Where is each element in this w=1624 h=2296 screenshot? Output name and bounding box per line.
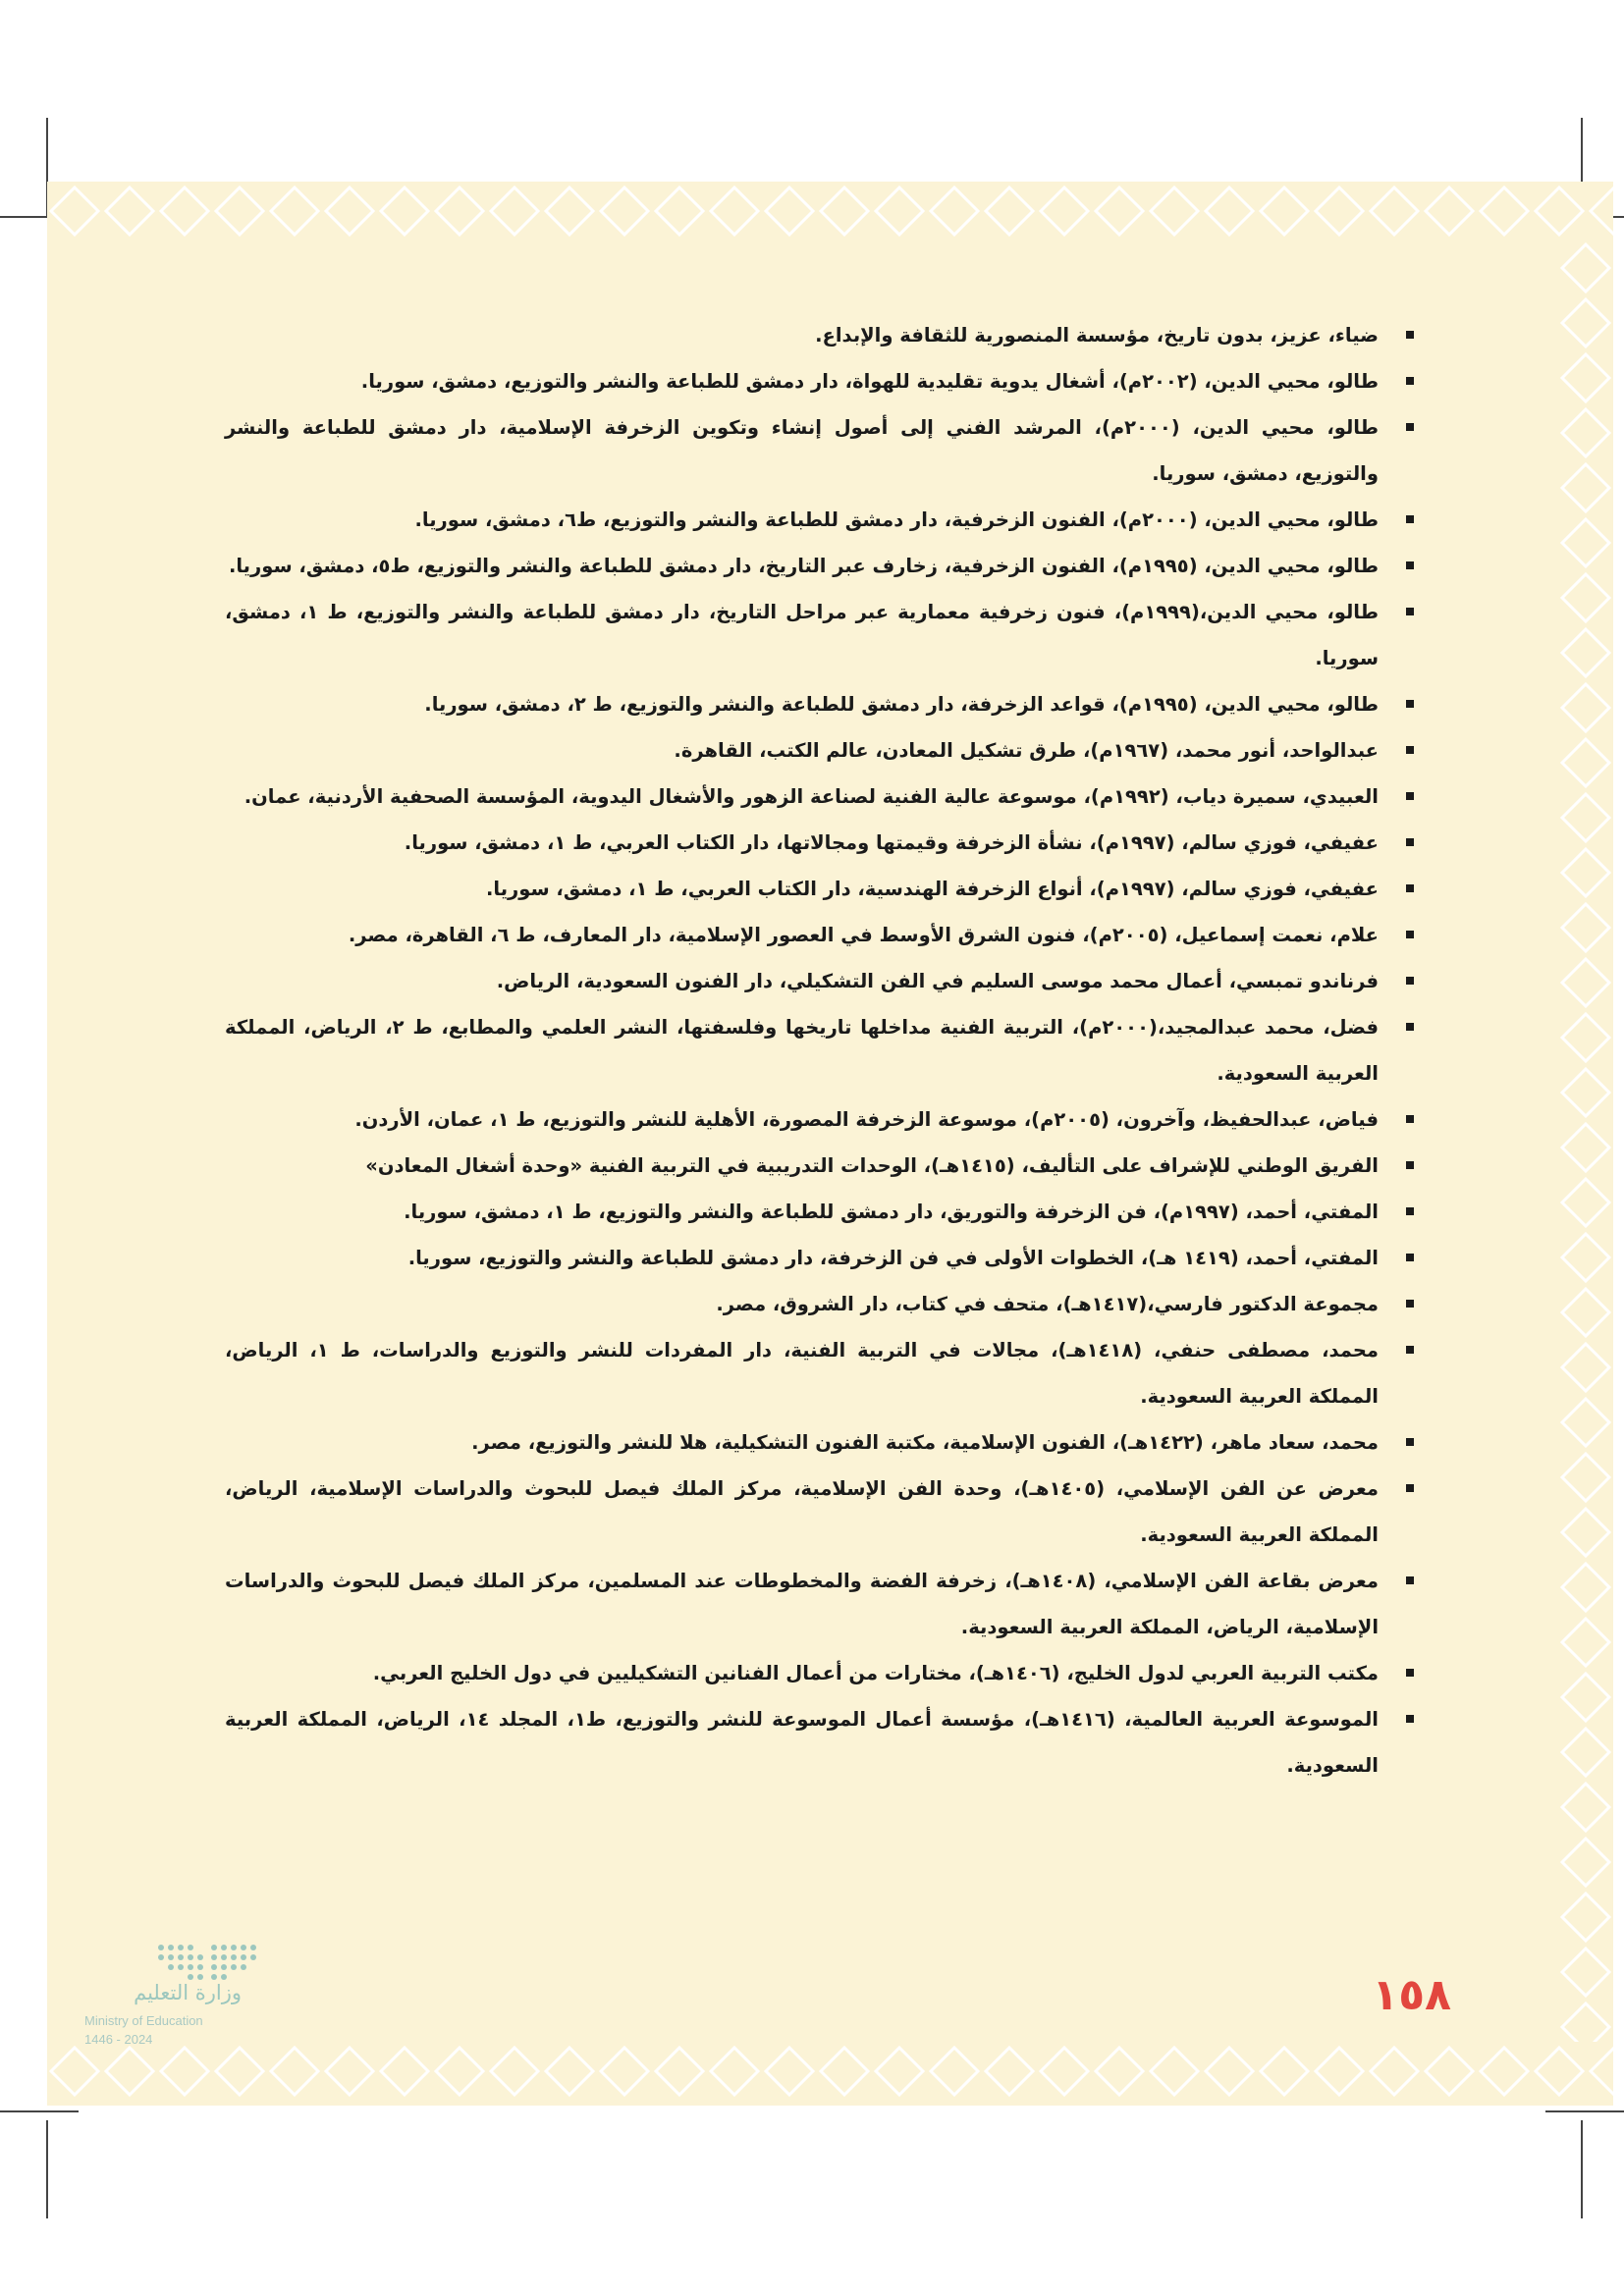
reference-item: فياض، عبدالحفيظ، وآخرون، (٢٠٠٥م)، موسوعة الزخرفة المصورة، الأهلية للنشر والتوزيع، ط ١، عمان، الأردن. <box>225 1096 1379 1143</box>
right-border-decoration <box>1559 240 1613 2042</box>
reference-item: طالو، محيي الدين،(١٩٩٩م)، فنون زخرفية معمارية عبر مراحل التاريخ، دار دمشق للطباعة والنشر والتوزيع، ط ١، دمشق، سوريا. <box>225 589 1379 681</box>
crop-mark <box>1581 2120 1583 2218</box>
top-border-decoration <box>47 182 1613 240</box>
ministry-logo <box>84 1942 271 2069</box>
crop-mark <box>46 2120 48 2218</box>
reference-item: عفيفي، فوزي سالم، (١٩٩٧م)، نشأة الزخرفة وقيمتها ومجالاتها، دار الكتاب العربي، ط ١، دمشق، سوريا. <box>225 820 1379 866</box>
reference-item: مكتب التربية العربي لدول الخليج، (١٤٠٦هـ)، مختارات من أعمال الفنانين التشكيليين في دول الخليج العربي. <box>225 1650 1379 1696</box>
reference-item: محمد، سعاد ماهر، (١٤٢٢هـ)، الفنون الإسلامية، مكتبة الفنون التشكيلية، هلا للنشر والتوزيع، مصر. <box>225 1419 1379 1466</box>
reference-item: عفيفي، فوزي سالم، (١٩٩٧م)، أنواع الزخرفة الهندسية، دار الكتاب العربي، ط ١، دمشق، سوريا. <box>225 866 1379 912</box>
reference-item: المفتي، أحمد، (١٩٩٧م)، فن الزخرفة والتوريق، دار دمشق للطباعة والنشر والتوزيع، ط ١، دمشق، سوريا. <box>225 1189 1379 1235</box>
reference-item: فضل، محمد عبدالمجيد،(٢٠٠٠م)، التربية الفنية مداخلها تاريخها وفلسفتها، النشر العلمي والمطابع، ط ٢، الرياض، المملكة العربية السعودية. <box>225 1004 1379 1096</box>
references-list <box>225 312 1379 1789</box>
reference-item: علام، نعمت إسماعيل، (٢٠٠٥م)، فنون الشرق الأوسط في العصور الإسلامية، دار المعارف، ط ٦، القاهرة، مصر. <box>225 912 1379 958</box>
bottom-border-decoration <box>47 2042 1613 2101</box>
reference-item: طالو، محيي الدين، (٢٠٠٠م)، المرشد الفني إلى أصول إنشاء وتكوين الزخرفة الإسلامية، دار دمشق للطباعة والنشر والتوزيع، دمشق، سوريا. <box>225 404 1379 497</box>
reference-item: طالو، محيي الدين، (٢٠٠٠م)، الفنون الزخرفية، دار دمشق للطباعة والنشر والتوزيع، ط٦، دمشق، سوريا. <box>225 497 1379 543</box>
reference-item: طالو، محيي الدين، (١٩٩٥م)، قواعد الزخرفة، دار دمشق للطباعة والنشر والتوزيع، ط ٢، دمشق، سوريا. <box>225 681 1379 727</box>
reference-item: الفريق الوطني للإشراف على التأليف، (١٤١٥هـ)، الوحدات التدريبية في التربية الفنية «وحدة أشغال المعادن» <box>225 1143 1379 1189</box>
ministry-logo-icon <box>153 1942 261 1981</box>
reference-item: معرض بقاعة الفن الإسلامي، (١٤٠٨هـ)، زخرفة الفضة والمخطوطات عند المسلمين، مركز الملك فيصل للبحوث والدراسات الإسلامية، الرياض، المملكة العربية السعودية. <box>225 1558 1379 1650</box>
page-number: ١٥٨ <box>1372 1970 1451 2020</box>
logo-year-text: 2024 - 1446 <box>84 2032 153 2047</box>
reference-item: محمد، مصطفى حنفي، (١٤١٨هـ)، مجالات في التربية الفنية، دار المفردات للنشر والتوزيع والدراسات، ط ١، الرياض، المملكة العربية السعودية. <box>225 1327 1379 1419</box>
reference-item: مجموعة الدكتور فارسي،(١٤١٧هـ)، متحف في كتاب، دار الشروق، مصر. <box>225 1281 1379 1327</box>
crop-mark <box>1545 2110 1624 2112</box>
reference-item: عبدالواحد، أنور محمد، (١٩٦٧م)، طرق تشكيل المعادن، عالم الكتب، القاهرة. <box>225 727 1379 774</box>
reference-item: طالو، محيي الدين، (٢٠٠٢م)، أشغال يدوية تقليدية للهواة، دار دمشق للطباعة والنشر والتوزيع، دمشق، سوريا. <box>225 358 1379 404</box>
reference-item: العبيدي، سميرة دياب، (١٩٩٢م)، موسوعة عالية الفنية لصناعة الزهور والأشغال اليدوية، المؤسسة الصحفية الأردنية، عمان. <box>225 774 1379 820</box>
reference-item: ضياء، عزيز، بدون تاريخ، مؤسسة المنصورية للثقافة والإبداع. <box>225 312 1379 358</box>
reference-item: معرض عن الفن الإسلامي، (١٤٠٥هـ)، وحدة الفن الإسلامية، مركز الملك فيصل للبحوث والدراسات الإسلامية، الرياض، المملكة العربية السعودية. <box>225 1466 1379 1558</box>
logo-english-text: Ministry of Education <box>84 2013 203 2028</box>
crop-mark <box>0 2110 79 2112</box>
reference-item: فرناندو تمبسي، أعمال محمد موسى السليم في الفن التشكيلي، دار الفنون السعودية، الرياض. <box>225 958 1379 1004</box>
reference-item: طالو، محيي الدين، (١٩٩٥م)، الفنون الزخرفية، زخارف عبر التاريخ، دار دمشق للطباعة والنشر والتوزيع، ط٥، دمشق، سوريا. <box>225 543 1379 589</box>
reference-item: المفتي، أحمد، (١٤١٩ هـ)، الخطوات الأولى في فن الزخرفة، دار دمشق للطباعة والنشر والتوزيع، سوريا. <box>225 1235 1379 1281</box>
logo-arabic-text: وزارة التعليم <box>134 1981 242 2004</box>
reference-item: الموسوعة العربية العالمية، (١٤١٦هـ)، مؤسسة أعمال الموسوعة للنشر والتوزيع، ط١، المجلد ١٤، الرياض، المملكة العربية السعودية. <box>225 1696 1379 1789</box>
